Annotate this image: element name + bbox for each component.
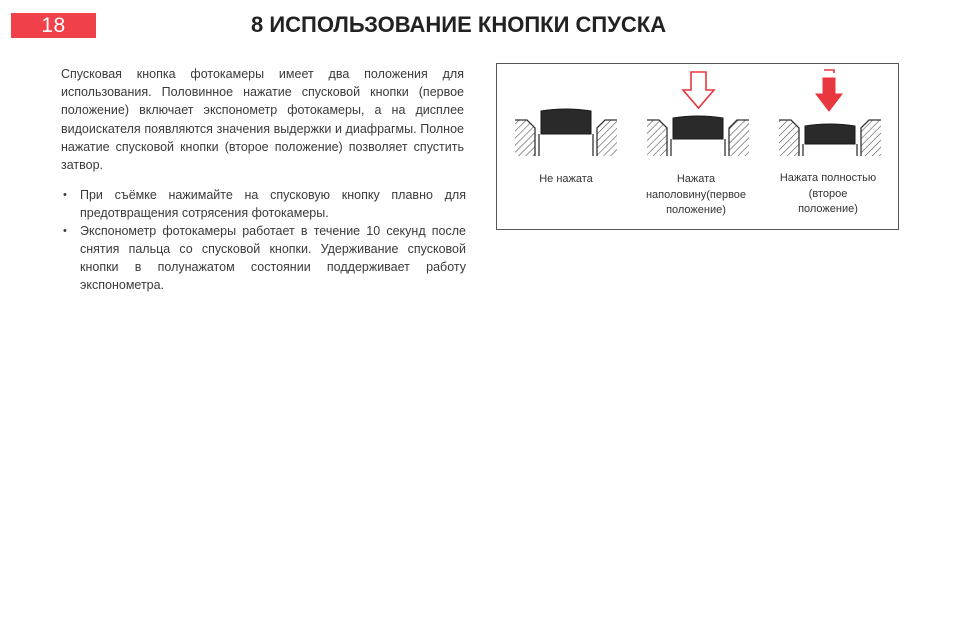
page-title: 8 ИСПОЛЬЗОВАНИЕ КНОПКИ СПУСКА <box>251 12 667 37</box>
list-item-text: При съёмке нажимайте на спусковую кнопку плавно для предотвращения сотрясения фотокамеры. <box>80 188 466 220</box>
tips-list <box>61 186 466 294</box>
caption-line: Нажата полностью <box>779 172 877 184</box>
intro-paragraph: Спусковая кнопка фотокамеры имеет два положения для использования. Половинное нажатие спусковой кнопки (первое положение) включает экспонометр фотокамеры, а на дисплее видоискателя появляются значения выдержки и диафрагмы. Полное нажатие спусковой кнопки (второе положение) позволяет спустить затвор. <box>61 67 464 173</box>
caption-line: Нажата <box>676 173 716 185</box>
caption-line: Не нажата <box>539 173 593 185</box>
caption-line: положение) <box>666 204 726 216</box>
button-state-half-pressed <box>647 72 749 156</box>
bullet-marker: • <box>63 189 67 201</box>
list-item <box>61 186 466 222</box>
caption-line: положение) <box>798 203 858 215</box>
list-item <box>61 222 466 294</box>
page-number-badge: 18 <box>11 13 96 38</box>
list-item-text: Экспонометр фотокамеры работает в течение 10 секунд после снятия пальца со спусковой кнопки. Удерживание спусковой кнопки в полунажатом состоянии поддерживает работу экспонометра. <box>80 224 466 292</box>
caption-line: (второе <box>808 187 848 200</box>
button-state-fully-pressed <box>779 70 881 156</box>
caption-half-pressed <box>635 172 757 219</box>
outline-arrow-down-icon <box>683 72 714 108</box>
caption-line: наполовину(первое <box>645 188 747 201</box>
caption-released <box>527 172 605 188</box>
button-state-released <box>515 109 617 156</box>
solid-arrow-down-icon <box>816 78 842 111</box>
shutter-button-diagram <box>496 63 899 230</box>
caption-fully-pressed <box>767 171 889 218</box>
bullet-marker: • <box>63 225 67 237</box>
